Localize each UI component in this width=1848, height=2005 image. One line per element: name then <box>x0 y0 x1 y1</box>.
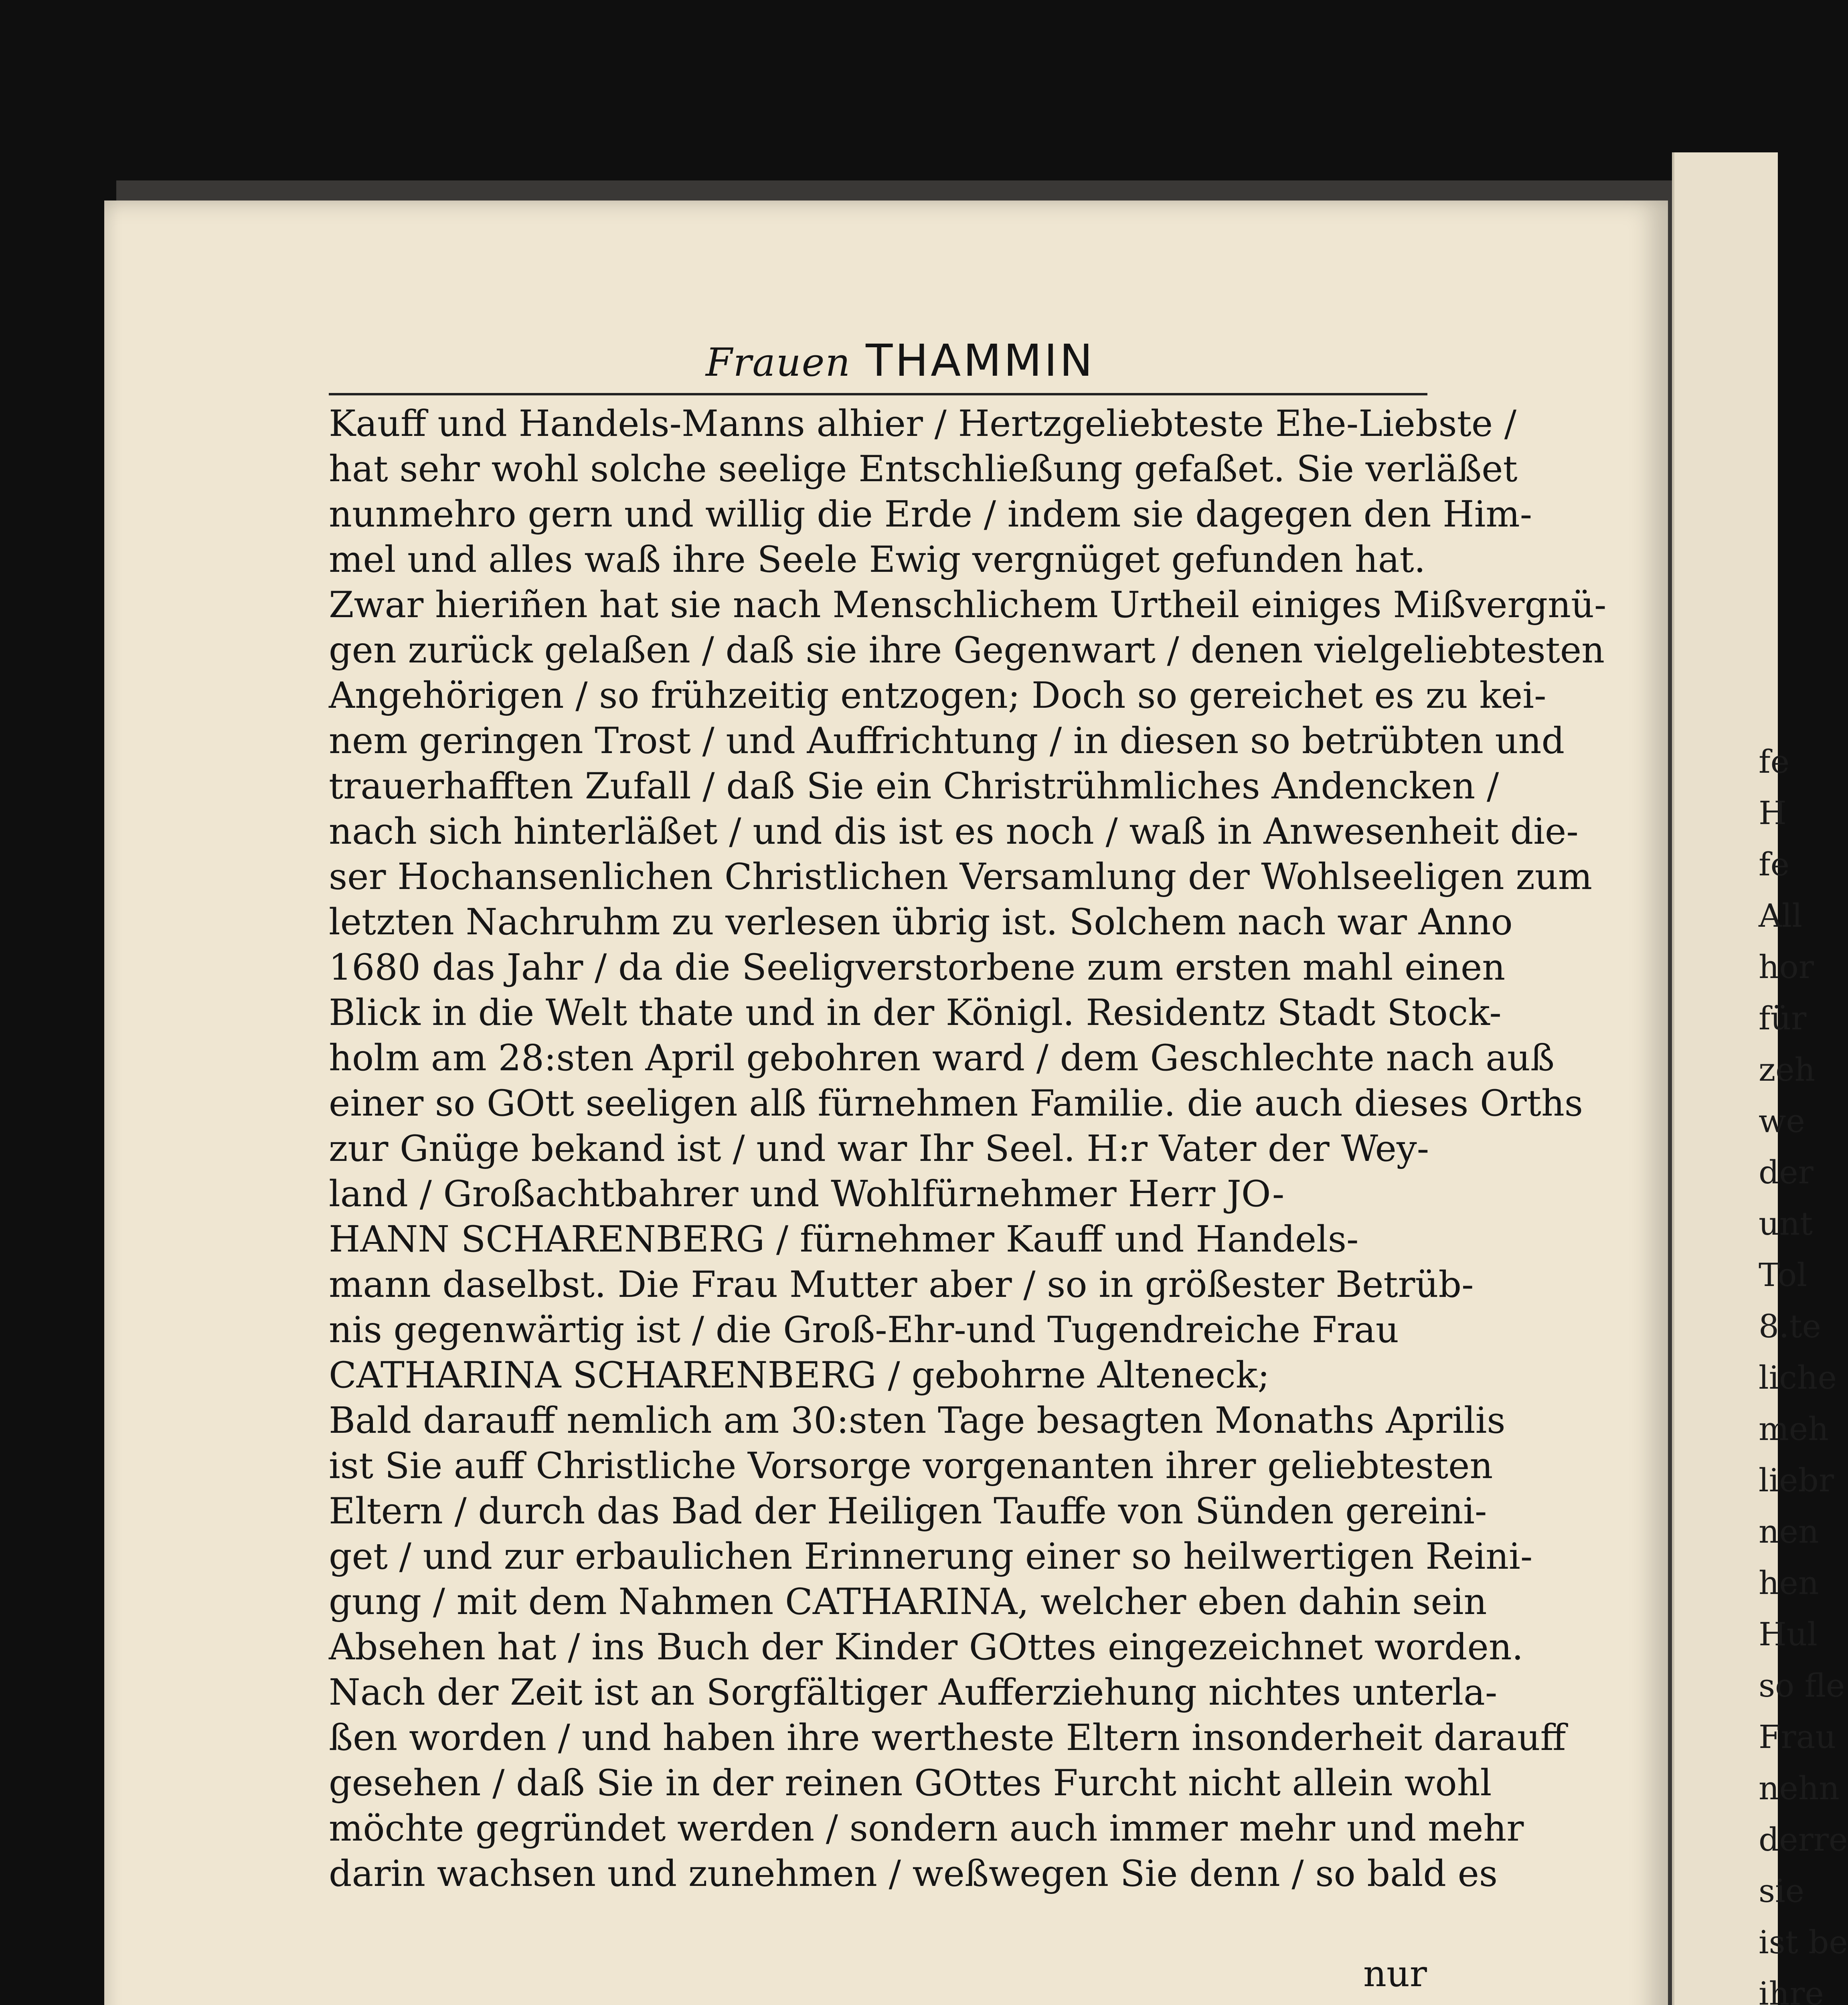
text-line: get / und zur erbaulichen Erinnerung einer so heilwertigen Reini- <box>329 1535 1533 1578</box>
facing-page-fragment: fe <box>1759 846 1789 883</box>
facing-page-fragment: 8.te <box>1759 1308 1821 1345</box>
text-line: nach sich hinterläßet / und dis ist es noch / waß in Anwesenheit die- <box>329 810 1579 853</box>
text-line: gesehen / daß Sie in der reinen GOttes Furcht nicht allein wohl <box>329 1762 1492 1804</box>
facing-page-fragment: nen <box>1759 1513 1819 1550</box>
text-line: letzten Nachruhm zu verlesen übrig ist. Solchem nach war Anno <box>329 901 1513 943</box>
text-line: darin wachsen und zunehmen / weßwegen Sie denn / so bald es <box>329 1853 1498 1895</box>
text-line: holm am 28:sten April gebohren ward / dem Geschlechte nach auß <box>329 1037 1555 1079</box>
text-line: Absehen hat / ins Buch der Kinder GOttes eingezeichnet worden. <box>329 1626 1524 1668</box>
text-line: zur Gnüge bekand ist / und war Ihr Seel. H:r Vater der Wey- <box>329 1128 1429 1170</box>
text-line: Nach der Zeit ist an Sorgfältiger Aufferziehung nichtes unterla- <box>329 1671 1498 1713</box>
text-line: trauerhafften Zufall / daß Sie ein Christrühmliches Andencken / <box>329 765 1499 807</box>
text-line: Kauff und Handels-Manns alhier / Hertzgeliebteste Ehe-Liebste / <box>329 403 1517 445</box>
facing-page-fragment: Frau <box>1759 1718 1836 1756</box>
text-line: hat sehr wohl solche seelige Entschließung gefaßet. Sie verläßet <box>329 448 1518 490</box>
text-line: nunmehro gern und willig die Erde / indem sie dagegen den Him- <box>329 493 1532 535</box>
facing-page-fragment: H <box>1759 794 1787 832</box>
facing-page-fragment: nehn <box>1759 1770 1840 1807</box>
facing-page-fragment: meh <box>1759 1410 1829 1448</box>
text-line: land / Großachtbahrer und Wohlfürnehmer Herr JO- <box>329 1173 1285 1215</box>
facing-page-fragment: liebr <box>1759 1462 1834 1499</box>
text-line: CATHARINA SCHARENBERG / gebohrne Alteneck; <box>329 1354 1270 1396</box>
facing-page-fragment: we <box>1759 1102 1805 1140</box>
facing-page-fragment: sie <box>1759 1872 1804 1910</box>
text-line: ser Hochansenlichen Christlichen Versamlung der Wohlseeligen zum <box>329 856 1593 898</box>
facing-page-fragment: ihre <box>1759 1975 1824 2005</box>
facing-page-fragment: All <box>1759 897 1802 934</box>
text-line: mann daselbst. Die Frau Mutter aber / so in größester Betrüb- <box>329 1264 1474 1306</box>
text-line: Angehörigen / so frühzeitig entzogen; Doch so gereichet es zu kei- <box>329 674 1546 717</box>
facing-page-fragment: derre <box>1759 1821 1848 1858</box>
text-line: einer so GOtt seeligen alß fürnehmen Familie. die auch dieses Orths <box>329 1082 1583 1124</box>
facing-page-fragment: hor <box>1759 948 1814 986</box>
text-line: Zwar hieriñen hat sie nach Menschlichem Urtheil einiges Mißvergnü- <box>329 584 1607 626</box>
text-line: Blick in die Welt thate und in der Königl. Residentz Stadt Stock- <box>329 992 1502 1034</box>
text-line: 1680 das Jahr / da die Seeligverstorbene zum ersten mahl einen <box>329 946 1506 988</box>
facing-page-fragment: so fle <box>1759 1667 1845 1704</box>
text-line: möchte gegründet werden / sondern auch immer mehr und mehr <box>329 1807 1524 1849</box>
catchword: nur <box>1363 1953 1427 1995</box>
text-line: HANN SCHARENBERG / fürnehmer Kauff und Handels- <box>329 1218 1359 1260</box>
facing-page-fragment: der <box>1759 1154 1814 1191</box>
facing-page-edge <box>1672 152 1848 2005</box>
text-line: gen zurück gelaßen / daß sie ihre Gegenwart / denen vielgeliebtesten <box>329 629 1605 671</box>
body-text <box>329 401 1607 1896</box>
facing-page-fragment: Hul <box>1759 1616 1818 1653</box>
facing-page-fragment: liche <box>1759 1359 1837 1396</box>
text-line: ist Sie auff Christliche Vorsorge vorgenanten ihrer geliebtesten <box>329 1445 1493 1487</box>
facing-page-fragment: unt <box>1759 1205 1813 1242</box>
facing-page-fragment: ist be <box>1759 1924 1848 1961</box>
text-line: ßen worden / und haben ihre wertheste Eltern insonderheit darauff <box>329 1717 1566 1759</box>
facing-page-fragment: Tol <box>1759 1256 1807 1294</box>
text-line: Bald darauff nemlich am 30:sten Tage besagten Monaths Aprilis <box>329 1399 1506 1442</box>
running-head-name: THAMMIN <box>866 335 1095 386</box>
running-head <box>706 335 1095 386</box>
text-line: mel und alles waß ihre Seele Ewig vergnüget gefunden hat. <box>329 539 1426 581</box>
text-line: gung / mit dem Nahmen CATHARINA, welcher eben dahin sein <box>329 1581 1487 1623</box>
text-line: nis gegenwärtig ist / die Groß-Ehr-und Tugendreiche Frau <box>329 1309 1399 1351</box>
running-head-prefix: Frauen <box>706 340 851 385</box>
facing-page-fragment: für <box>1759 1000 1807 1037</box>
text-line: Eltern / durch das Bad der Heiligen Tauffe von Sünden gereini- <box>329 1490 1487 1532</box>
facing-page-fragment: fe <box>1759 743 1789 780</box>
text-line: nem geringen Trost / und Auffrichtung / in diesen so betrübten und <box>329 720 1565 762</box>
facing-page-fragment: zeh <box>1759 1051 1816 1088</box>
header-rule <box>329 393 1427 395</box>
facing-page-fragment: hen <box>1759 1564 1819 1602</box>
